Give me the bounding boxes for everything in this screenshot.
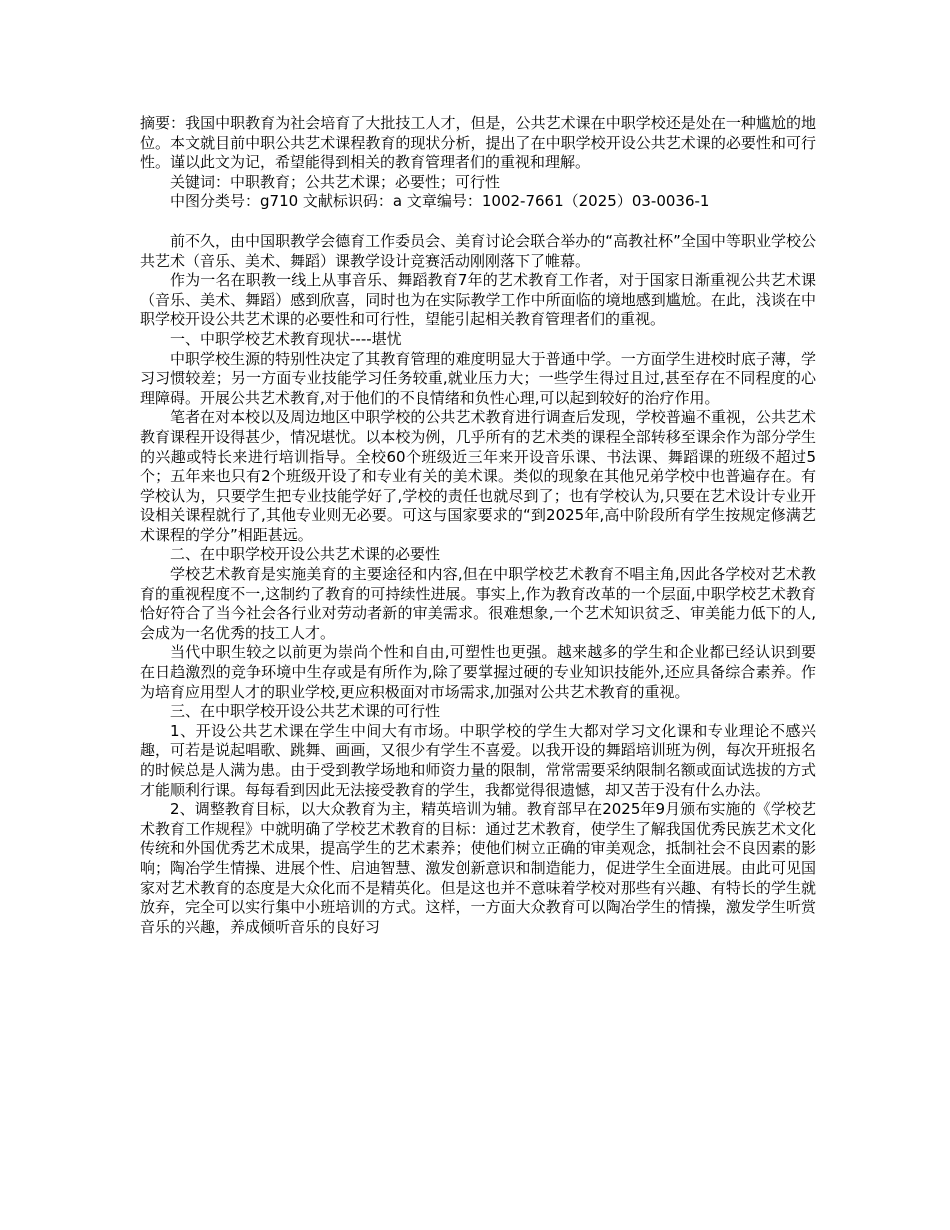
keywords: 关键词：中职教育；公共艺术课；必要性；可行性: [170, 172, 501, 191]
section-heading-2: 二、在中职学校开设公共艺术课的必要性: [170, 545, 441, 564]
classification-info: 中图分类号：g710 文献标识码：a 文章编号：1002-7661（2025）03-0036-1: [170, 192, 710, 211]
paragraph-feasibility-1: 1、开设公共艺术课在学生中间大有市场。中职学校的学生大都对学习文化课和专业理论不感兴趣，可若是说起唱歌、跳舞、画画，又很少有学生不喜爱。以我开设的舞蹈培训班为例，每次开班报名的时候总是人满为患。由于受到教学场地和师资力量的限制，常常需要采纳限制名额或面试选拔的方式才能顺利行课。每每看到因此无法接受教育的学生，我都觉得很遗憾，却又苦于没有什么办法。: [140, 721, 816, 799]
paragraph-intro: 前不久，由中国职教学会德育工作委员会、美育讨论会联合举办的“高教社杯”全国中等职业学校公共艺术（音乐、美术、舞蹈）课教学设计竞赛活动刚刚落下了帷幕。: [140, 231, 816, 270]
blank-line: [140, 212, 816, 232]
section-heading-3: 三、在中职学校开设公共艺术课的可行性: [170, 702, 441, 721]
paragraph-necessity-1: 学校艺术教育是实施美育的主要途径和内容,但在中职学校艺术教育不唱主角,因此各学校对艺术教育的重视程度不一,这制约了教育的可持续性进展。事实上,作为教育改革的一个层面,中职学校艺术教育恰好符合了当今社会各行业对劳动者新的审美需求。很难想象,一个艺术知识贫乏、审美能力低下的人,会成为一名优秀的技工人才。: [140, 565, 816, 642]
paragraph-feasibility-2: 2、调整教育目标，以大众教育为主，精英培训为辅。教育部早在2025年9月颁布实施的《学校艺术教育工作规程》中就明确了学校艺术教育的目标：通过艺术教育，使学生了解我国优秀民族艺术文化传统和外国优秀艺术成果，提高学生的艺术素养；使他们树立正确的审美观念，抵制社会不良因素的影响；陶冶学生情操、进展个性、启迪智慧、激发创新意识和制造能力，促进学生全面进展。由此可见国家对艺术教育的态度是大众化而不是精英化。但是这也并不意味着学校对那些有兴趣、有特长的学生就放弃，完全可以实行集中小班培训的方式。这样，一方面大众教育可以陶冶学生的情操，激发学生听赏音乐的兴趣，养成倾听音乐的良好习: [140, 800, 816, 936]
paragraph-author-background: 作为一名在职教一线上从事音乐、舞蹈教育7年的艺术教育工作者，对于国家日渐重视公共艺术课（音乐、美术、舞蹈）感到欣喜，同时也为在实际教学工作中所面临的境地感到尴尬。在此，浅谈在中职学校开设公共艺术课的必要性和可行性，望能引起相关教育管理者们的重视。: [140, 271, 816, 329]
abstract: 摘要：我国中职教育为社会培育了大批技工人才，但是，公共艺术课在中职学校还是处在一种尴尬的地位。本文就目前中职公共艺术课程教育的现状分析，提出了在中职学校开设公共艺术课的必要性和可行性。谨以此文为记，希望能得到相关的教育管理者们的重视和理解。: [140, 114, 816, 172]
paragraph-student-characteristics: 中职学校生源的特别性决定了其教育管理的难度明显大于普通中学。一方面学生进校时底子薄，学习习惯较差；另一方面专业技能学习任务较重,就业压力大；一些学生得过且过,甚至存在不同程度的心理障碍。开展公共艺术教育,对于他们的不良情绪和负性心理,可以起到较好的治疗作用。: [140, 349, 816, 407]
document-body: [140, 114, 816, 937]
paragraph-necessity-2: 当代中职生较之以前更为崇尚个性和自由,可塑性也更强。越来越多的学生和企业都已经认识到要在日趋激烈的竞争环境中生存或是有所作为,除了要掌握过硬的专业知识技能外,还应具备综合素养。作为培育应用型人才的职业学校,更应积极面对市场需求,加强对公共艺术教育的重视。: [140, 643, 816, 701]
section-heading-1: 一、中职学校艺术教育现状----堪忧: [170, 329, 402, 348]
paragraph-survey-findings: 笔者在对本校以及周边地区中职学校的公共艺术教育进行调查后发现，学校普遍不重视，公共艺术教育课程开设得甚少，情况堪忧。以本校为例，几乎所有的艺术类的课程全部转移至课余作为部分学生的兴趣或特长来进行培训指导。全校60个班级近三年来开设音乐课、书法课、舞蹈课的班级不超过5个；五年来也只有2个班级开设了和专业有关的美术课。类似的现象在其他兄弟学校中也普遍存在。有学校认为，只要学生把专业技能学好了,学校的责任也就尽到了；也有学校认为,只要在艺术设计专业开设相关课程就行了,其他专业则无必要。可这与国家要求的“到2025年,高中阶段所有学生按规定修满艺术课程的学分”相距甚远。: [140, 408, 816, 544]
